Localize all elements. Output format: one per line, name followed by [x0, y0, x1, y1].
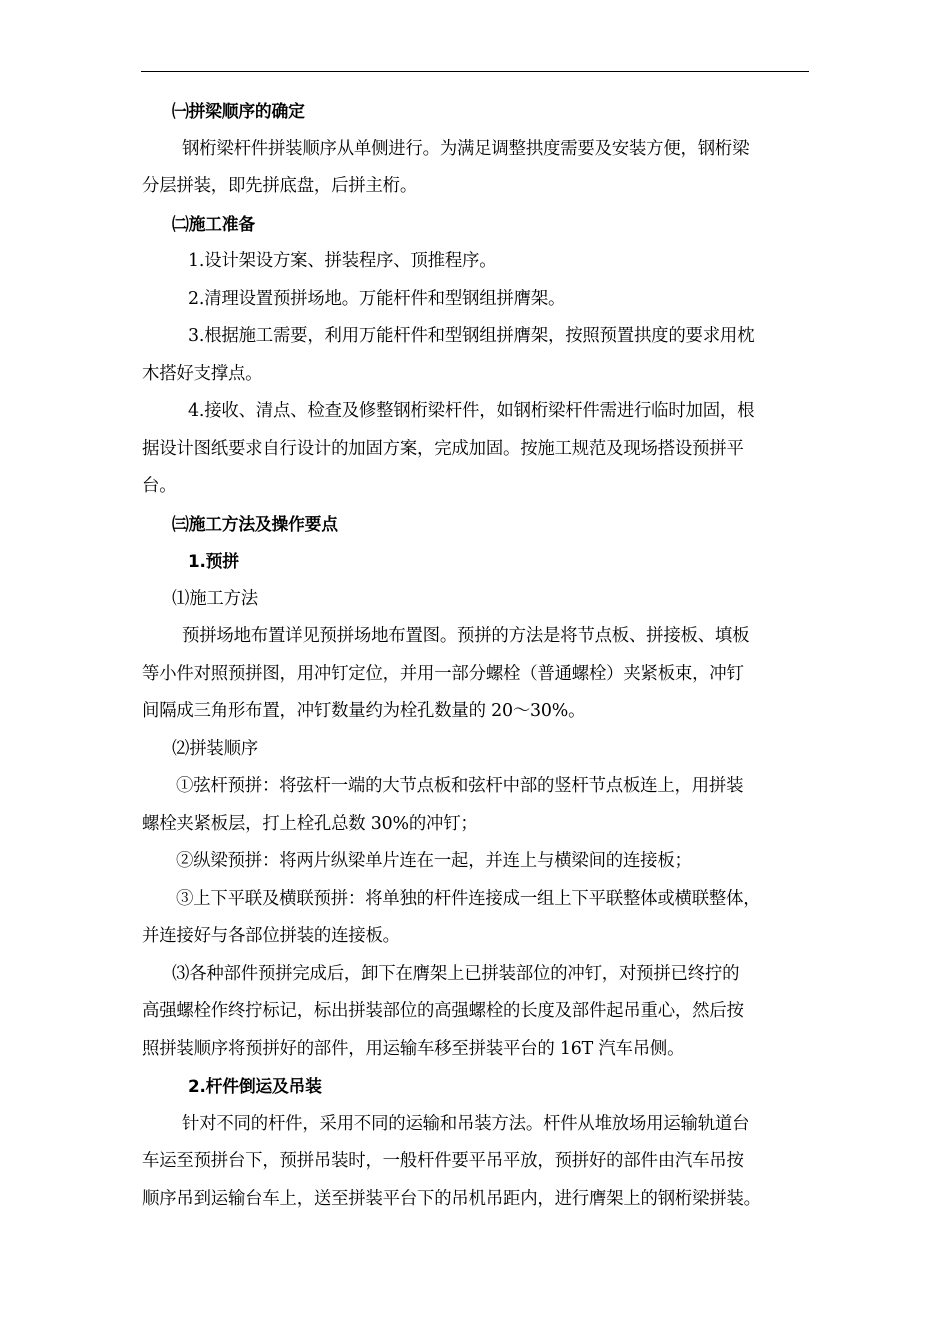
list-item: ②纵梁预拼：将两片纵梁单片连在一起，并连上与横梁间的连接板；	[176, 851, 692, 871]
document-body	[142, 93, 814, 1218]
list-item: ①弦杆预拼：将弦杆一端的大节点板和弦杆中部的竖杆节点板连上，用拼装 螺栓夹紧板层，打上栓孔总数 30%的冲钉；	[142, 776, 744, 834]
list-item: ③上下平联及横联预拼：将单独的杆件连接成一组上下平联整体或横联整体， 并连接好与各部位拼装的连接板。	[142, 888, 761, 946]
paragraph: 钢桁梁杆件拼装顺序从单侧进行。为满足调整拱度需要及安装方便，钢桁梁 分层拼装，即先拼底盘，后拼主桁。	[142, 138, 750, 196]
section-heading-2: ㈡施工准备	[172, 213, 255, 234]
subsection-heading-1b: ⑵拼装顺序	[172, 738, 258, 759]
list-item: 3.根据施工需要，利用万能杆件和型钢组拼膺架，按照预置拱度的要求用枕 木搭好支撑点。	[142, 326, 755, 384]
subsection-heading-1: 1.预拼	[188, 551, 239, 571]
subsection-heading-2: 2.杆件倒运及吊装	[188, 1076, 322, 1096]
paragraph: 针对不同的杆件，采用不同的运输和吊装方法。杆件从堆放场用运输轨道台 车运至预拼台下，预拼吊装时，一般杆件要平吊平放，预拼好的部件由汽车吊按 顺序吊到运输台车上，送至拼装平台下的吊机吊距内，进行膺架上的钢桁梁拼装。	[142, 1113, 761, 1209]
subsection-heading-1a: ⑴施工方法	[172, 588, 258, 609]
list-item: 4.接收、清点、检查及修整钢桁梁杆件，如钢桁梁杆件需进行临时加固，根 据设计图纸要求自行设计的加固方案，完成加固。按施工规范及现场搭设预拼平 台。	[142, 401, 755, 496]
list-item: 2.清理设置预拼场地。万能杆件和型钢组拼膺架。	[188, 288, 566, 309]
list-item: 1.设计架设方案、拼装程序、顶推程序。	[188, 251, 497, 271]
paragraph: ⑶各种部件预拼完成后，卸下在膺架上已拼装部位的冲钉，对预拼已终拧的 高强螺栓作终拧标记，标出拼装部位的高强螺栓的长度及部件起吊重心，然后按 照拼装顺序将预拼好的部件，用运输车移至拼装平台的 16T 汽车吊侧。	[142, 963, 744, 1059]
header-rule	[141, 71, 809, 72]
section-heading-3: ㈢施工方法及操作要点	[172, 513, 338, 534]
paragraph: 预拼场地布置详见预拼场地布置图。预拼的方法是将节点板、拼接板、填板 等小件对照预拼图，用冲钉定位，并用一部分螺栓（普通螺栓）夹紧板束，冲钉 间隔成三角形布置，冲钉数量约为栓孔数量的 20～30%。	[142, 626, 750, 721]
section-heading-1: ㈠拼梁顺序的确定	[172, 101, 305, 121]
